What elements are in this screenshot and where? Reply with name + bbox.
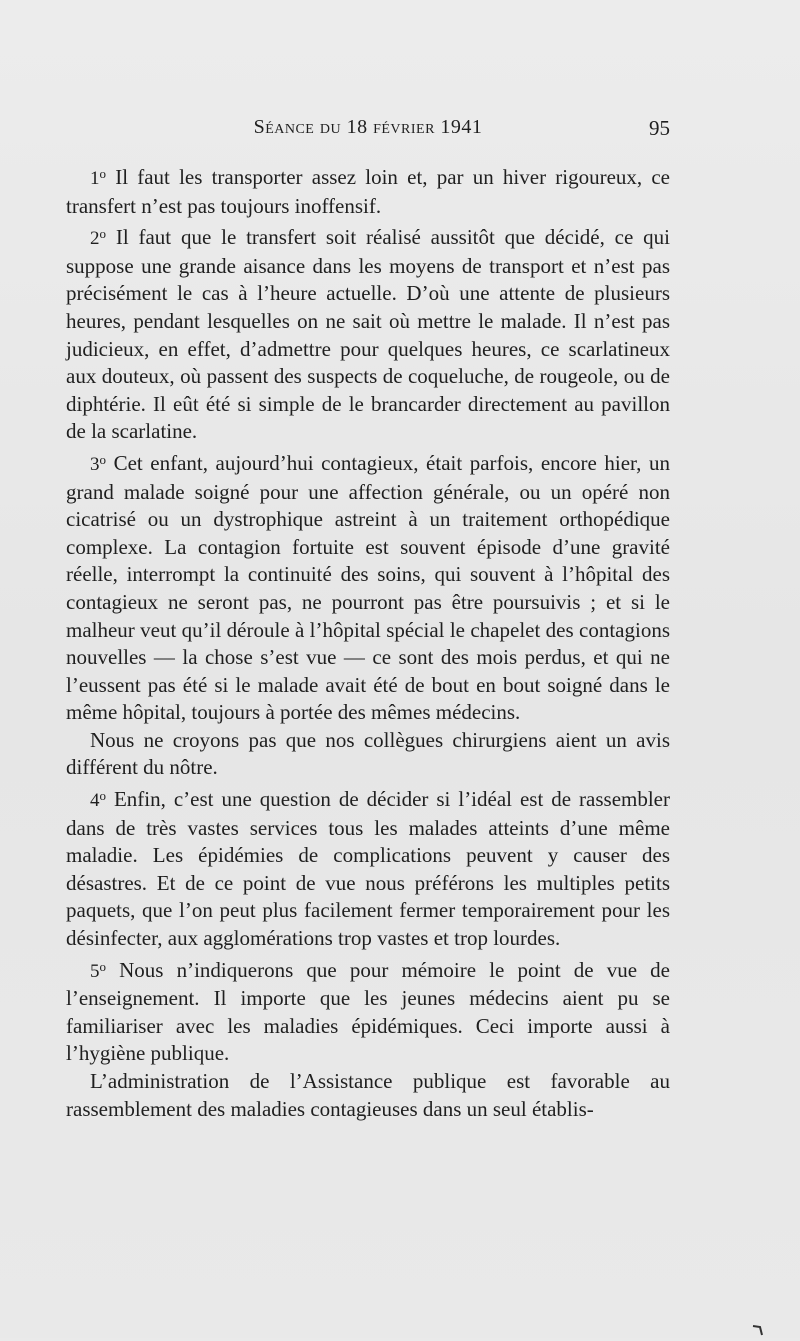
item-number: 3$^o$ xyxy=(90,451,106,475)
item-number: 4$^o$ xyxy=(90,788,106,812)
paragraph-1: 1$^o$ Il faut les transporter assez loin et, par un hiver rigoureux, ce transfert n’est pas toujours inoffensif. xyxy=(66,165,670,218)
paragraph-6: 5$^o$ Nous n’indiquerons que pour mémoire le point de vue de l’enseignement. Il importe que les jeunes médecins aient pu se familiariser avec les maladies épidémiques. Ceci importe aussi à l’hygiène publique. xyxy=(66,957,671,1066)
paragraph-3: 3$^o$ Cet enfant, aujourd’hui contagieux, était parfois, encore hier, un grand malade soigné pour une affection générale, ou un opéré non cicatrisé ou un dystrophique astreint à un traitement orthopédique complexe. La contagion fortuite est souvent épisode d’une gravité réelle, interrompt la continuité des soins, qui souvent à l’hôpital des contagieux ne seront pas, ne pourront pas être poursuivis ; et si le malheur veut qu’il déroule à l’hôpital spécial le chapelet des contagions nouvelles — la chose s’est vue — ce sont des mois perdus, et qui ne l’eussent pas été si le malade avait été de bout en bout soigné dans le même hôpital, toujours à portée des mêmes médecins. xyxy=(66,450,670,725)
body-text xyxy=(66,160,670,1123)
item-number: 2$^o$ xyxy=(90,226,106,250)
item-number: 1$^o$ xyxy=(90,166,106,189)
running-title: Séance du 18 février 1941 xyxy=(253,116,483,138)
page-number: 95 xyxy=(649,116,670,140)
paragraph-7: L’administration de l’Assistance publique est favorable au rassemblement des maladies contagieuses dans un seul établis- xyxy=(66,1069,670,1121)
scan-artifact-icon xyxy=(752,1324,766,1336)
item-number: 5$^o$ xyxy=(90,958,106,982)
scan-artifact-mark xyxy=(752,1320,766,1332)
running-header xyxy=(66,116,670,146)
paragraph-5: 4$^o$ Enfin, c’est une question de décider si l’idéal est de rassembler dans de très vastes services tous les malades atteints d’une même maladie. Les épidémies de complications peuvent y causer des désastres. Et de ce point de vue nous préférons les multiples petits paquets, que l’on peut plus facilement fermer temporairement pour les désinfecter, aux agglomérations trop vastes et trop lourdes. xyxy=(66,787,670,951)
paragraph-2: 2$^o$ Il faut que le transfert soit réalisé aussitôt que décidé, ce qui suppose une grande aisance dans les moyens de transport et n’est pas précisément le cas à l’heure actuelle. D’où une attente de plusieurs heures, pendant lesquelles on ne sait où mettre le malade. Il n’est pas judicieux, en effet, d’admettre pour quelques heures, ce scarlatineux aux douteux, où passent des suspects de coqueluche, de rougeole, ou de diphtérie. Il eût été si simple de le brancarder directement au pavillon de la scarlatine. xyxy=(66,225,670,444)
paragraph-4: Nous ne croyons pas que nos collègues chirurgiens aient un avis différent du nôtre. xyxy=(66,727,670,780)
